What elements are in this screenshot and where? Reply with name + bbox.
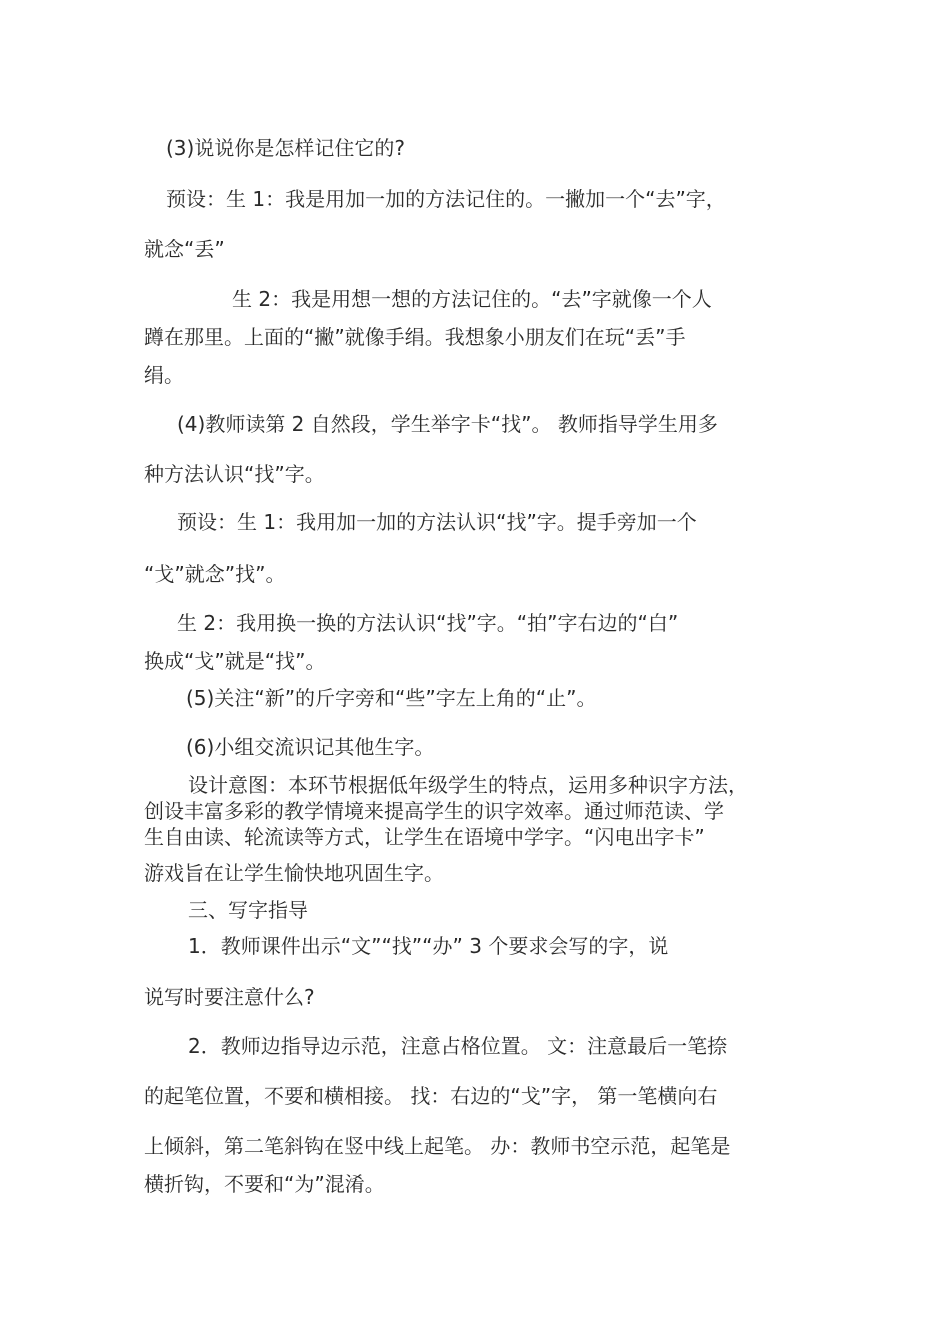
line-item-2-cont-2: 上倾斜，第二笔斜钩在竖中线上起笔。 办：教师书空示范，起笔是: [144, 1134, 731, 1158]
line-preset-2: 预设：生 1：我用加一加的方法认识“找”字。提手旁加一个: [177, 510, 697, 534]
line-design-intent-cont-1: 创设丰富多彩的教学情境来提高学生的识字效率。通过师范读、学: [144, 799, 724, 823]
line-q3: (3)说说你是怎样记住它的?: [166, 136, 405, 160]
line-student-2b-cont: 换成“戈”就是“找”。: [144, 649, 326, 673]
line-q4: (4)教师读第 2 自然段，学生举字卡“找”。 教师指导学生用多: [177, 412, 718, 436]
line-preset-2-cont: “戈”就念”找”。: [144, 562, 286, 586]
line-design-intent-cont-3: 游戏旨在让学生愉快地巩固生字。: [144, 861, 444, 885]
section-heading-writing: 三、写字指导: [188, 898, 308, 922]
line-q5: (5)关注“新”的斤字旁和“些”字左上角的“止”。: [186, 686, 597, 710]
line-item-1-cont: 说写时要注意什么?: [144, 985, 315, 1009]
line-design-intent-cont-2: 生自由读、轮流读等方式，让学生在语境中学字。“闪电出字卡”: [144, 825, 705, 849]
line-student-2: 生 2：我是用想一想的方法记住的。“去”字就像一个人: [232, 287, 712, 311]
line-item-2-cont-1: 的起笔位置，不要和横相接。 找：右边的“戈”字， 第一笔横向右: [144, 1084, 718, 1108]
line-q6: (6)小组交流识记其他生字。: [186, 735, 435, 759]
line-q4-cont: 种方法认识“找”字。: [144, 462, 325, 486]
line-student-2-cont-1: 蹲在那里。上面的“撇”就像手绢。我想象小朋友们在玩“丢”手: [144, 325, 686, 349]
line-student-2b: 生 2：我用换一换的方法认识“找”字。“拍”字右边的“白”: [177, 611, 679, 635]
line-item-1: 1．教师课件出示“文”“找”“办” 3 个要求会写的字，说: [188, 934, 669, 958]
line-preset-1-cont: 就念“丢”: [144, 237, 225, 261]
line-design-intent: 设计意图：本环节根据低年级学生的特点，运用多种识字方法，: [188, 773, 748, 797]
line-item-2: 2．教师边指导边示范，注意占格位置。 文：注意最后一笔捺: [188, 1034, 728, 1058]
line-student-2-cont-2: 绢。: [144, 363, 184, 387]
line-preset-1: 预设：生 1：我是用加一加的方法记住的。一撇加一个“去”字，: [166, 187, 726, 211]
line-item-2-cont-3: 横折钩，不要和“为”混淆。: [144, 1172, 385, 1196]
